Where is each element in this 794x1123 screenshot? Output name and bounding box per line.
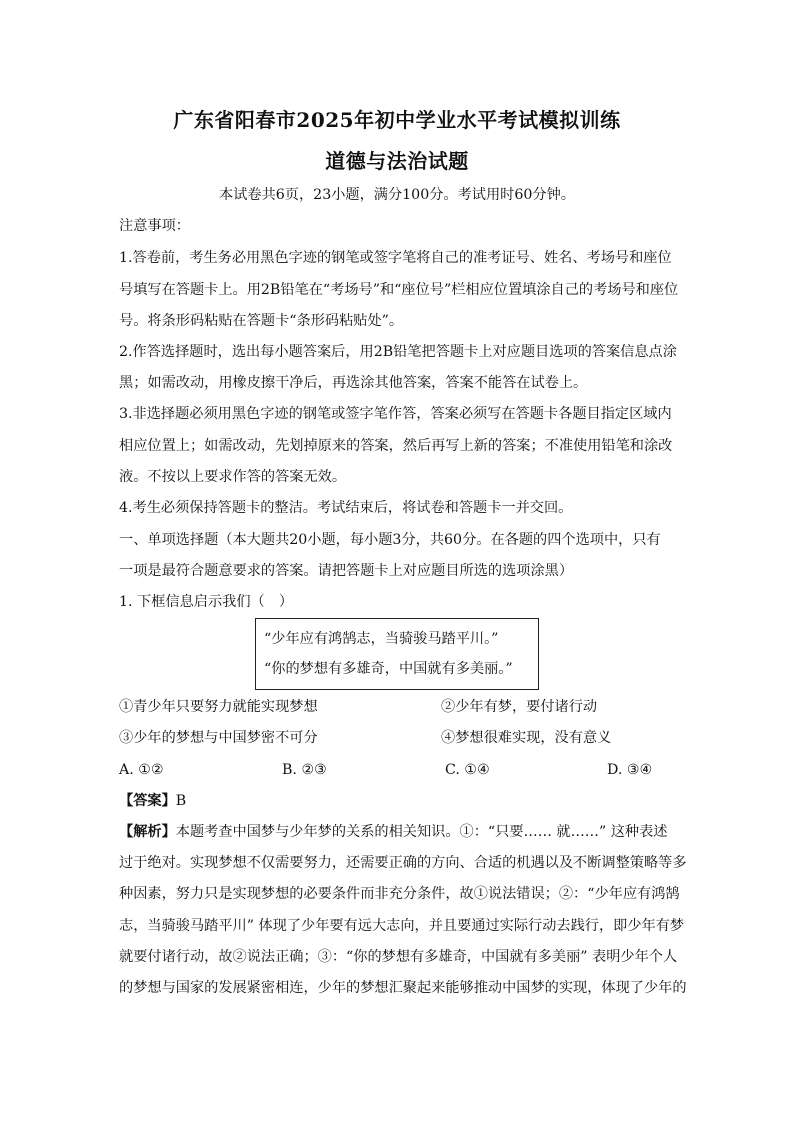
option-d: D. ③④: [607, 762, 653, 778]
option-b: B. ②③: [282, 762, 327, 778]
statement-3: ③少年的梦想与中国梦密不可分: [119, 730, 318, 746]
notes-heading: 注意事项：: [119, 218, 190, 234]
analysis-line: 过于绝对。实现梦想不仅需要努力，还需要正确的方向、合适的机遇以及不断调整策略等多: [119, 855, 687, 871]
note-line: 4.考生必须保持答题卡的整洁。考试结束后，将试卷和答题卡一并交回。: [119, 500, 573, 516]
exam-title: 广东省阳春市2025年初中学业水平考试模拟训练: [173, 108, 621, 132]
analysis-line: 种因素，努力只是实现梦想的必要条件而非充分条件，故①说法错误；②：“少年应有鸿鹄: [119, 886, 680, 902]
note-line: 黑；如需改动，用橡皮擦干净后，再选涂其他答案，答案不能答在试卷上。: [119, 375, 588, 391]
question-stem: 1. 下框信息启示我们（ ）: [119, 594, 294, 610]
note-line: 号填写在答题卡上。用2B铅笔在“考场号”和“座位号”栏相应位置填涂自己的考场号和座位: [119, 282, 679, 298]
answer-value: B: [175, 793, 187, 809]
quote-line: “你的梦想有多雄奇，中国就有多美丽。”: [264, 661, 513, 677]
analysis-text: 本题考查中国梦与少年梦的关系的相关知识。①：“只要…… 就……” 这种表述: [175, 824, 668, 840]
option-a: A. ①②: [119, 762, 164, 778]
note-line: 液。不按以上要求作答的答案无效。: [119, 469, 347, 485]
statement-2: ②少年有梦，要付诸行动: [441, 699, 598, 715]
note-line: 2.作答选择题时，选出每小题答案后，用2B铅笔把答题卡上对应题目选项的答案信息点涂: [119, 344, 677, 360]
note-line: 相应位置上；如需改动，先划掉原来的答案，然后再写上新的答案；不准使用铅笔和涂改: [119, 438, 673, 454]
analysis-line-first: [119, 822, 667, 842]
answer-row: [119, 791, 186, 811]
exam-info: 本试卷共6页，23小题，满分100分。考试用时60分钟。: [219, 187, 575, 203]
exam-subject-title: 道德与法治试题: [325, 149, 469, 173]
quote-line: “少年应有鸿鹄志，当骑骏马踏平川。”: [264, 631, 499, 647]
note-line: 3.非选择题必须用黑色字迹的钢笔或签字笔作答，答案必须写在答题卡各题目指定区域内: [119, 406, 672, 422]
section-heading-cont: 一项是最符合题意要求的答案。请把答题卡上对应题目所选的选项涂黑）: [119, 563, 574, 579]
analysis-line: 就要付诸行动，故②说法正确；③：“你的梦想有多雄奇，中国就有多美丽” 表明少年个人: [119, 949, 678, 965]
section-heading: 一、单项选择题（本大题共20小题，每小题3分，共60分。在各题的四个选项中，只有: [119, 532, 661, 548]
analysis-line: 的梦想与国家的发展紧密相连，少年的梦想汇聚起来能够推动中国梦的实现，体现了少年的: [119, 980, 687, 996]
note-line: 号。将条形码粘贴在答题卡“条形码粘贴处”。: [119, 313, 404, 329]
statement-1: ①青少年只要努力就能实现梦想: [119, 699, 318, 715]
analysis-label: 【解析】: [119, 824, 176, 840]
answer-label: 【答案】: [119, 793, 176, 809]
note-line: 1.答卷前，考生务必用黑色字迹的钢笔或签字笔将自己的准考证号、姓名、考场号和座位: [119, 250, 672, 266]
quote-box: [255, 618, 539, 690]
option-c: C. ①④: [445, 762, 490, 778]
statement-4: ④梦想很难实现，没有意义: [441, 730, 612, 746]
analysis-line: 志，当骑骏马踏平川” 体现了少年要有远大志向，并且要通过实际行动去践行，即少年有梦: [119, 918, 685, 934]
